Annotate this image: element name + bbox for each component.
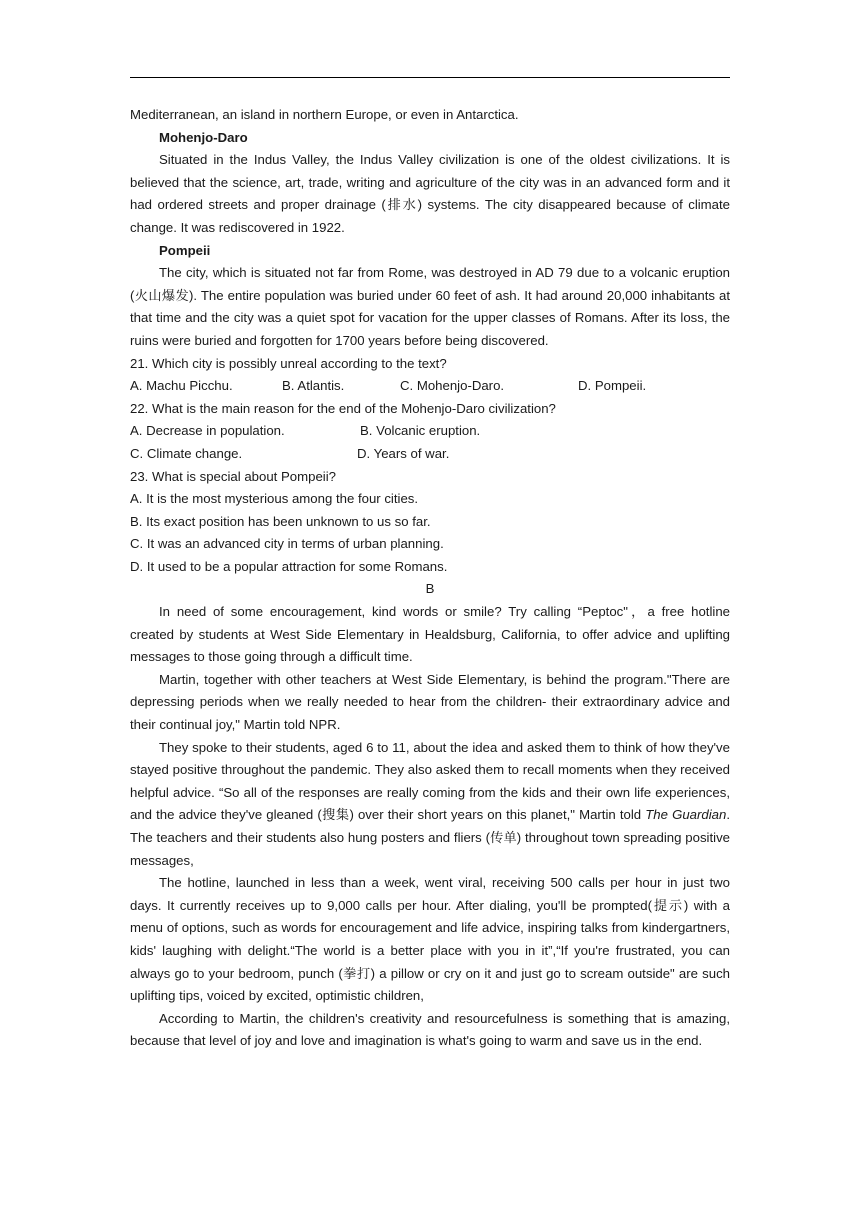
question-21-options	[130, 375, 730, 398]
section-b-paragraph-5: According to Martin, the children's creativity and resourcefulness is something that is amazing, because that level of joy and love and imagination is what's going to warm and save us in the end.	[130, 1010, 730, 1049]
section-b-paragraph-3-part-1: They spoke to their students, aged 6 to 11, about the idea and asked them to think of how they've stayed positive throughout the pandemic. They also asked them to recall moments when they received helpful advice. “So all of the responses are really coming from the kids and their own life experiences, and the advice they've gleaned (搜集) over their short years on this planet," Martin told	[130, 739, 730, 823]
section-b-paragraph-4: The hotline, launched in less than a week, went viral, receiving 500 calls per hour in just two days. It currently receives up to 9,000 calls per hour. After dialing, you'll be prompted(提示) with a menu of options, such as words for encouragement and life advice, inspiring talks from kindergartners, kids' laughing with delight.“The world is a better place with you in it”,“If you're frustrated, you can always go to your bedroom, punch (拳打) a pillow or cry on it and just go to scream outside" are such uplifting tips, voiced by excited, optimistic children,	[130, 875, 730, 1004]
city-heading-pompeii: Pompeii	[159, 242, 211, 258]
question-21-stem: 21. Which city is possibly unreal according to the text?	[130, 355, 447, 371]
section-b-paragraph-3-part-2: . The teachers and their students also hung posters and fliers (传单) throughout town spreading positive messages,	[130, 807, 730, 868]
question-23-option-c: C. It was an advanced city in terms of urban planning.	[130, 536, 444, 552]
question-22-option-c: C. Climate change.	[130, 445, 243, 461]
question-22-stem: 22. What is the main reason for the end of the Mohenjo-Daro civilization?	[130, 400, 556, 416]
question-22-options-row2	[130, 443, 730, 466]
section-b-paragraph-1: In need of some encouragement, kind words or smile? Try calling “Peptoc"，a free hotline created by students at West Side Elementary in Healdsburg, California, to offer advice and uplifting messages to those going through a difficult time.	[130, 604, 730, 665]
question-23-option-d: D. It used to be a popular attraction for some Romans.	[130, 558, 448, 574]
question-22-option-a: A. Decrease in population.	[130, 423, 285, 439]
question-22-option-d: D. Years of war.	[357, 445, 450, 461]
question-23-option-b: B. Its exact position has been unknown to us so far.	[130, 513, 431, 529]
city-paragraph-mohenjo-daro: Situated in the Indus Valley, the Indus Valley civilization is one of the oldest civilizations. It is believed that the science, art, trade, writing and agriculture of the city was in an advanced form and it had ordered streets and proper drainage (排水) systems. The city disappeared because of climate change. It was rediscovered in 1922.	[130, 152, 730, 235]
document-body	[130, 104, 730, 1053]
question-22-option-b: B. Volcanic eruption.	[360, 423, 481, 439]
section-b-label: B	[425, 581, 435, 597]
question-21-option-d: D. Pompeii.	[578, 378, 647, 394]
question-21-option-c: C. Mohenjo-Daro.	[400, 378, 505, 394]
city-paragraph-pompeii: The city, which is situated not far from Rome, was destroyed in AD 79 due to a volcanic eruption (火山爆发). The entire population was buried under 60 feet of ash. It had around 20,000 inhabitants at that time and the city was a quiet spot for vacation for the upper classes of Romans. After its loss, the ruins were buried and forgotten for 1700 years before being discovered.	[130, 265, 730, 348]
continuation-text: Mediterranean, an island in northern Europe, or even in Antarctica.	[130, 107, 519, 122]
question-21-option-a: A. Machu Picchu.	[130, 378, 233, 394]
question-23-option-a: A. It is the most mysterious among the four cities.	[130, 491, 419, 507]
header-rule	[130, 77, 730, 78]
city-heading-mohenjo-daro: Mohenjo-Daro	[159, 129, 248, 145]
section-b-paragraph-3	[130, 737, 730, 873]
section-b-paragraph-2: Martin, together with other teachers at West Side Elementary, is behind the program."There are depressing periods when we really needed to hear from the children- their extraordinary advice and their continual joy," Martin told NPR.	[130, 671, 730, 733]
publication-title: The Guardian	[645, 807, 727, 823]
question-21-option-b: B. Atlantis.	[282, 378, 345, 394]
question-23-stem: 23. What is special about Pompeii?	[130, 468, 336, 484]
question-22-options-row1	[130, 420, 730, 443]
